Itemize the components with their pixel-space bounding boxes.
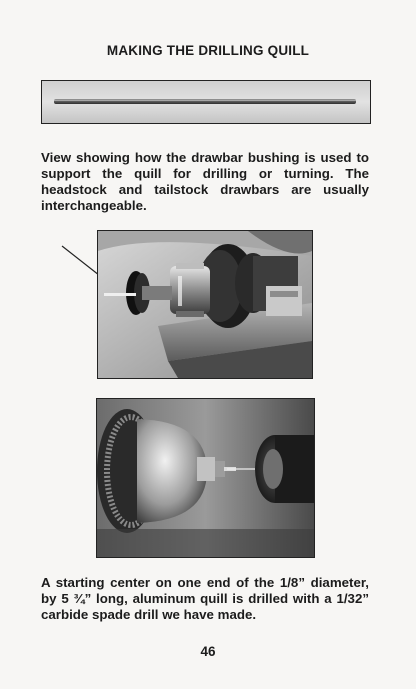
lathe-image <box>98 231 312 378</box>
caption-drawbar-bushing: View showing how the drawbar bushing is used to support the quill for drilling or turning. The headstock and tailstock drawbars are usually interchangeable. <box>41 150 369 213</box>
quill-rod-photo <box>41 80 371 124</box>
caption-starting-center: A starting center on one end of the 1/8” diameter, by 5 ¾” long, aluminum quill is drilled with a 1/32” carbide spade drill we have made. <box>41 575 369 622</box>
chuck-image <box>97 399 314 557</box>
page-number: 46 <box>200 644 216 659</box>
page-title: MAKING THE DRILLING QUILL <box>106 43 310 58</box>
quill-rod-image <box>42 81 370 123</box>
chuck-drill-photo <box>96 398 315 558</box>
lathe-headstock-photo <box>97 230 313 379</box>
